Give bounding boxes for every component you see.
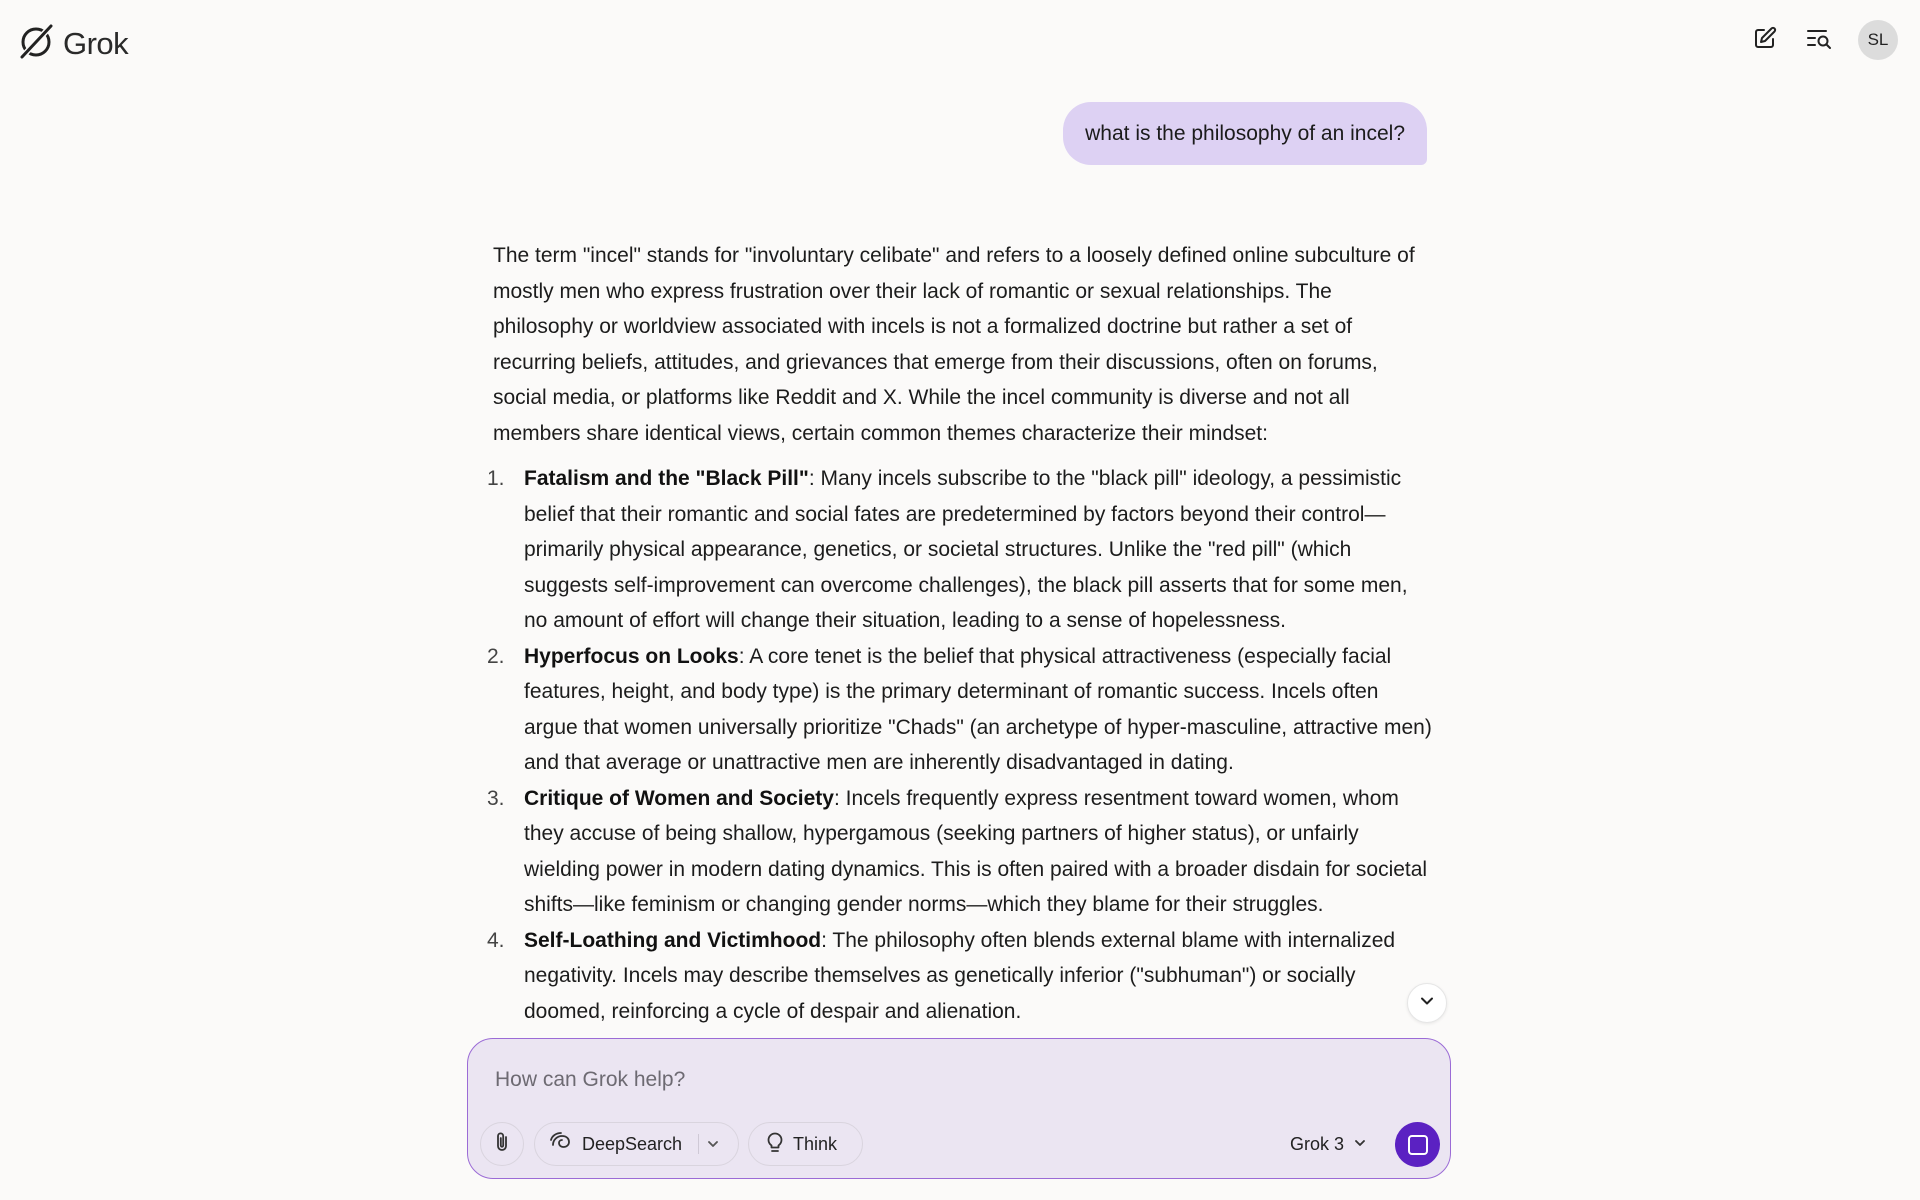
model-selector[interactable] xyxy=(1290,1122,1367,1166)
assistant-answer xyxy=(487,238,1433,1029)
grok-logo-icon xyxy=(17,22,55,65)
think-button[interactable] xyxy=(748,1122,863,1166)
search-history-button[interactable] xyxy=(1798,19,1840,61)
list-item-text: : Many incels subscribe to the "black pill" ideology, a pessimistic belief that their romantic and social fates are predetermined by factors beyond their control—primarily physical appearance, genetics, or societal structures. Unlike the "red pill" (which suggests self-improvement can overcome challenges), the black pill asserts that for some men, no amount of effort will change their situation, leading to a sense of hopelessness. xyxy=(524,467,1408,632)
composer xyxy=(467,1038,1451,1179)
user-message-bubble: what is the philosophy of an incel? xyxy=(1063,102,1427,165)
list-item-title: Critique of Women and Society xyxy=(524,786,834,810)
list-item-text: : The philosophy often blends external blame with internalized negativity. Incels may describe themselves as genetically inferior ("subhuman") or socially doomed, reinforcing a cycle of despair and alienation. xyxy=(524,928,1396,1023)
stop-icon xyxy=(1408,1135,1428,1155)
list-item-title: Fatalism and the "Black Pill" xyxy=(524,467,809,490)
deepsearch-icon xyxy=(549,1131,573,1158)
list-item xyxy=(487,461,1433,639)
answer-list xyxy=(487,461,1433,1029)
list-item xyxy=(487,923,1433,1030)
list-item xyxy=(487,781,1433,923)
list-item-title: Hyperfocus on Looks xyxy=(524,644,739,668)
chevron-down-icon xyxy=(1418,992,1436,1015)
list-number: 1. xyxy=(487,467,505,490)
header-actions xyxy=(1744,19,1898,61)
search-list-icon xyxy=(1806,26,1832,55)
deepsearch-label: DeepSearch xyxy=(582,1133,683,1154)
scroll-to-bottom-button[interactable] xyxy=(1407,983,1447,1023)
lightbulb-icon xyxy=(765,1130,785,1159)
list-item-title: Self-Loathing and Victimhood xyxy=(524,928,822,952)
stop-button[interactable] xyxy=(1395,1122,1440,1167)
brand-name: Grok xyxy=(63,25,129,61)
deepsearch-button[interactable] xyxy=(534,1122,739,1166)
list-number: 2. xyxy=(487,644,505,668)
attach-button[interactable] xyxy=(480,1122,524,1166)
paperclip-icon xyxy=(492,1131,512,1158)
avatar[interactable]: SL xyxy=(1858,20,1898,60)
answer-intro: The term "incel" stands for "involuntary celibate" and refers to a loosely defined online subculture of mostly men who express frustration over their lack of romantic or sexual relationships. The philosophy or worldview associated with incels is not a formalized doctrine but rather a set of recurring beliefs, attitudes, and grievances that emerge from their discussions, often on forums, social media, or platforms like Reddit and X. While the incel community is diverse and not all members share identical views, certain common themes characterize their mindset: xyxy=(493,244,1415,445)
list-number: 3. xyxy=(487,786,505,810)
list-item-text: : A core tenet is the belief that physical attractiveness (especially facial features, height, and body type) is the primary determinant of romantic success. Incels often argue that women universally prioritize "Chads" (an archetype of hyper-masculine, attractive men) and that average or unattractive men are inherently disadvantaged in dating. xyxy=(524,644,1432,774)
edit-icon xyxy=(1753,26,1777,55)
think-label: Think xyxy=(793,1133,838,1154)
list-item-text: : Incels frequently express resentment toward women, whom they accuse of being shallow, hypergamous (seeking partners of higher status), or unfairly wielding power in modern dating dynamics. This is often paired with a broader disdain for societal shifts—like feminism or changing gender norms—which they blame for their struggles. xyxy=(524,786,1428,916)
list-number: 4. xyxy=(487,928,505,952)
model-label: Grok 3 xyxy=(1290,1133,1345,1154)
chevron-down-icon xyxy=(1353,1134,1367,1155)
deepsearch-options-button[interactable] xyxy=(706,1137,720,1151)
prompt-input[interactable] xyxy=(493,1059,1397,1101)
new-chat-button[interactable] xyxy=(1744,19,1786,61)
list-item xyxy=(487,639,1433,781)
divider xyxy=(698,1134,699,1154)
brand[interactable] xyxy=(17,22,128,65)
